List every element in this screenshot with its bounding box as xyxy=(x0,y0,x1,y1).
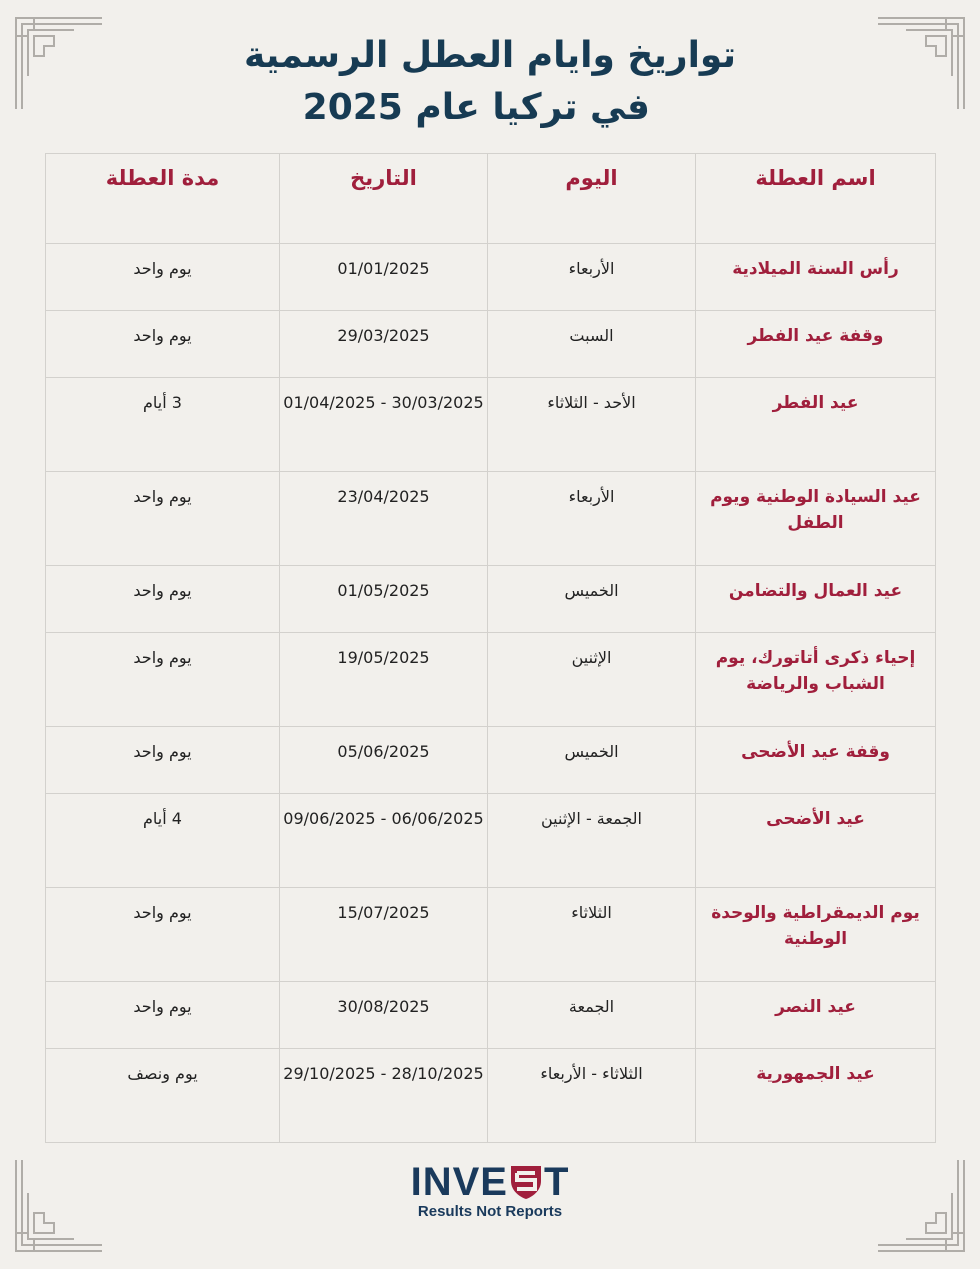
holiday-day: الثلاثاء - الأربعاء xyxy=(488,1049,696,1143)
holiday-name: عيد الجمهورية xyxy=(696,1049,936,1143)
holiday-name: رأس السنة الميلادية xyxy=(696,244,936,311)
holiday-day: السبت xyxy=(488,311,696,378)
holiday-date: 23/04/2025 xyxy=(280,472,488,566)
header-date: التاريخ xyxy=(280,154,488,244)
holiday-name: عيد العمال والتضامن xyxy=(696,566,936,633)
holiday-name: عيد النصر xyxy=(696,982,936,1049)
holiday-name: عيد السيادة الوطنية ويوم الطفل xyxy=(696,472,936,566)
title-line-1: تواريخ وايام العطل الرسمية xyxy=(243,35,737,76)
holiday-day: الإثنين xyxy=(488,633,696,727)
table-row xyxy=(46,794,936,888)
holiday-date: 28/10/2025 - 29/10/2025 xyxy=(280,1049,488,1143)
title-line-2: في تركيا عام 2025 xyxy=(302,87,650,128)
holiday-duration: يوم واحد xyxy=(46,633,280,727)
holiday-day: الأربعاء xyxy=(488,472,696,566)
table-row xyxy=(46,472,936,566)
holiday-duration: يوم ونصف xyxy=(46,1049,280,1143)
table-row xyxy=(46,633,936,727)
holiday-duration: 3 أيام xyxy=(46,378,280,472)
page-title xyxy=(0,30,980,134)
table-row xyxy=(46,566,936,633)
holiday-date: 29/03/2025 xyxy=(280,311,488,378)
table-row xyxy=(46,378,936,472)
holiday-duration: يوم واحد xyxy=(46,244,280,311)
holiday-name: وقفة عيد الأضحى xyxy=(696,727,936,794)
holiday-name: عيد الأضحى xyxy=(696,794,936,888)
holiday-name: وقفة عيد الفطر xyxy=(696,311,936,378)
holiday-date: 30/08/2025 xyxy=(280,982,488,1049)
holiday-day: الخميس xyxy=(488,727,696,794)
logo-wordmark xyxy=(411,1162,570,1202)
holiday-duration: يوم واحد xyxy=(46,727,280,794)
holiday-date: 06/06/2025 - 09/06/2025 xyxy=(280,794,488,888)
holiday-name: إحياء ذكرى أتاتورك، يوم الشباب والرياضة xyxy=(696,633,936,727)
holiday-day: الثلاثاء xyxy=(488,888,696,982)
holiday-day: الأربعاء xyxy=(488,244,696,311)
table-header-row xyxy=(46,154,936,244)
holiday-date: 05/06/2025 xyxy=(280,727,488,794)
holiday-day: الجمعة xyxy=(488,982,696,1049)
shield-icon xyxy=(508,1163,544,1201)
holiday-duration: 4 أيام xyxy=(46,794,280,888)
holiday-duration: يوم واحد xyxy=(46,472,280,566)
holiday-day: الجمعة - الإثنين xyxy=(488,794,696,888)
holiday-name: عيد الفطر xyxy=(696,378,936,472)
holiday-date: 30/03/2025 - 01/04/2025 xyxy=(280,378,488,472)
invest-logo xyxy=(0,1162,980,1220)
table-row xyxy=(46,244,936,311)
header-day: اليوم xyxy=(488,154,696,244)
holiday-duration: يوم واحد xyxy=(46,888,280,982)
holiday-duration: يوم واحد xyxy=(46,982,280,1049)
holiday-name: يوم الديمقراطية والوحدة الوطنية xyxy=(696,888,936,982)
header-duration: مدة العطلة xyxy=(46,154,280,244)
header-holiday-name: اسم العطلة xyxy=(696,154,936,244)
logo-tagline: Results Not Reports xyxy=(417,1203,563,1220)
holiday-day: الأحد - الثلاثاء xyxy=(488,378,696,472)
holiday-date: 01/01/2025 xyxy=(280,244,488,311)
holiday-duration: يوم واحد xyxy=(46,566,280,633)
holiday-date: 01/05/2025 xyxy=(280,566,488,633)
holiday-duration: يوم واحد xyxy=(46,311,280,378)
holiday-date: 15/07/2025 xyxy=(280,888,488,982)
table-row xyxy=(46,311,936,378)
holiday-day: الخميس xyxy=(488,566,696,633)
holidays-table xyxy=(45,153,936,1143)
holiday-date: 19/05/2025 xyxy=(280,633,488,727)
logo-text-right: T xyxy=(543,1160,570,1204)
table-row xyxy=(46,982,936,1049)
logo-text-left: INVE xyxy=(410,1160,508,1204)
table-row xyxy=(46,888,936,982)
table-row xyxy=(46,727,936,794)
table-row xyxy=(46,1049,936,1143)
